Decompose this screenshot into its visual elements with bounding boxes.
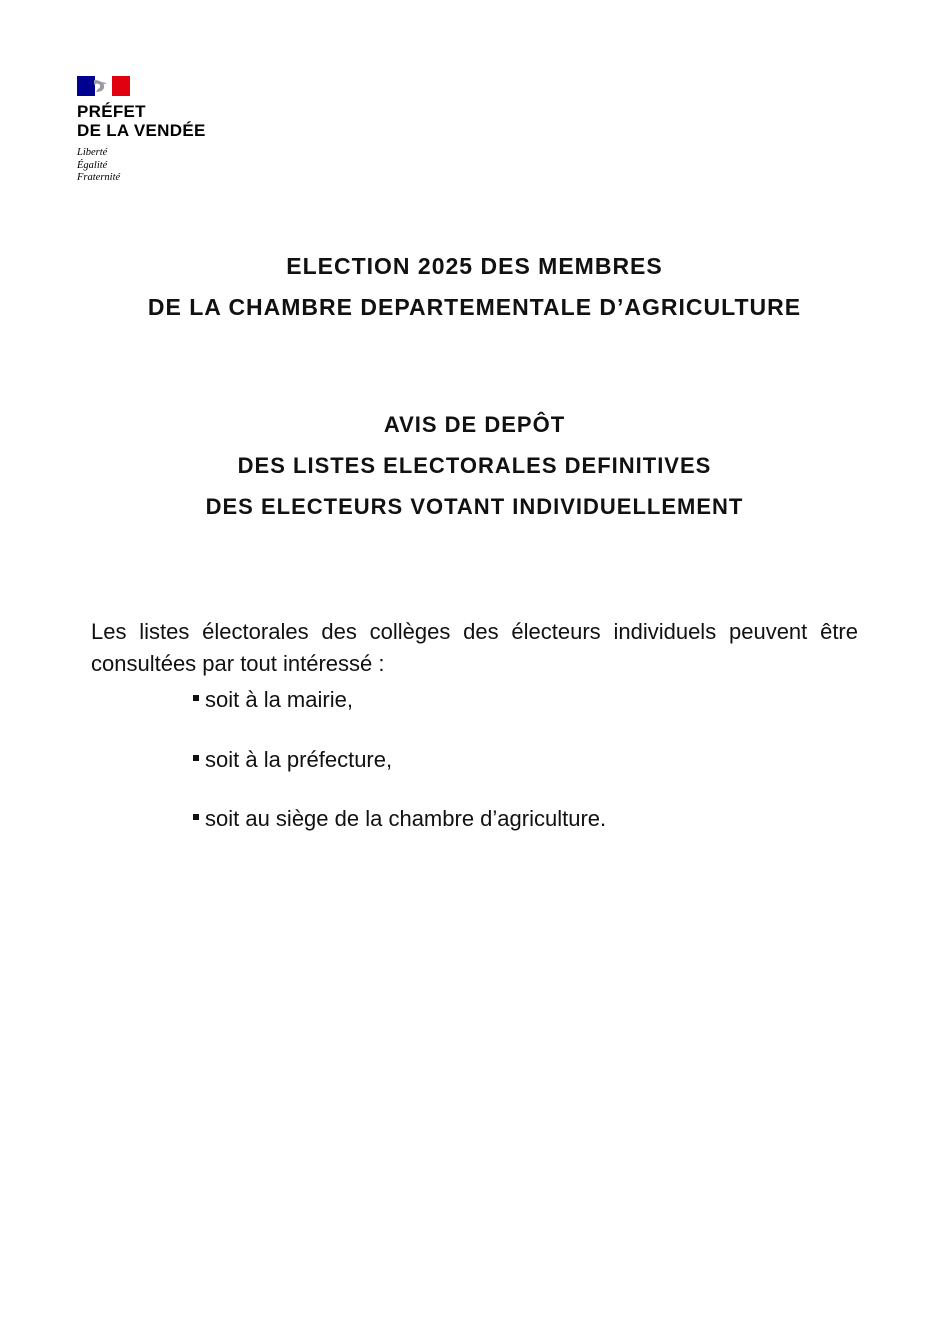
- list-item-text: soit à la préfecture,: [205, 746, 393, 772]
- notice-heading-line-2: DES LISTES ELECTORALES DEFINITIVES: [237, 453, 712, 478]
- list-item-chambre: [193, 803, 606, 863]
- list-item-text: soit à la mairie,: [205, 687, 353, 712]
- logo-title-line1: PRÉFET: [77, 102, 146, 121]
- republic-motto: [77, 147, 257, 185]
- title-line-1: ELECTION 2025 DES MEMBRES: [286, 253, 663, 279]
- list-item-text: soit au siège de la chambre d’agriculture.: [205, 806, 607, 831]
- motto-liberte: Liberté: [77, 147, 108, 158]
- list-item-prefecture: [193, 744, 606, 804]
- intro-paragraph: Les listes électorales des collèges des électeurs individuels peuvent être consultées par tout intéressé :: [91, 619, 858, 676]
- consultation-locations-list: [193, 684, 606, 863]
- motto-egalite: Égalité: [77, 159, 108, 171]
- document-title: [0, 246, 949, 328]
- logo-title-line2: DE LA VENDÉE: [77, 121, 206, 140]
- square-bullet-icon: [193, 755, 199, 761]
- notice-heading-line-3: DES ELECTEURS VOTANT INDIVIDUELLEMENT: [205, 494, 744, 519]
- square-bullet-icon: [193, 695, 199, 701]
- prefecture-logo: [77, 76, 257, 185]
- marianne-flag-icon: [77, 76, 130, 96]
- motto-fraternite: Fraternité: [77, 172, 121, 183]
- title-line-2: DE LA CHAMBRE DEPARTEMENTALE D’AGRICULTURE: [147, 294, 802, 320]
- list-item-mairie: [193, 684, 606, 744]
- logo-title: [77, 102, 257, 140]
- notice-heading-line-1: AVIS DE DEPÔT: [383, 412, 566, 437]
- notice-heading: [0, 404, 949, 527]
- square-bullet-icon: [193, 814, 199, 820]
